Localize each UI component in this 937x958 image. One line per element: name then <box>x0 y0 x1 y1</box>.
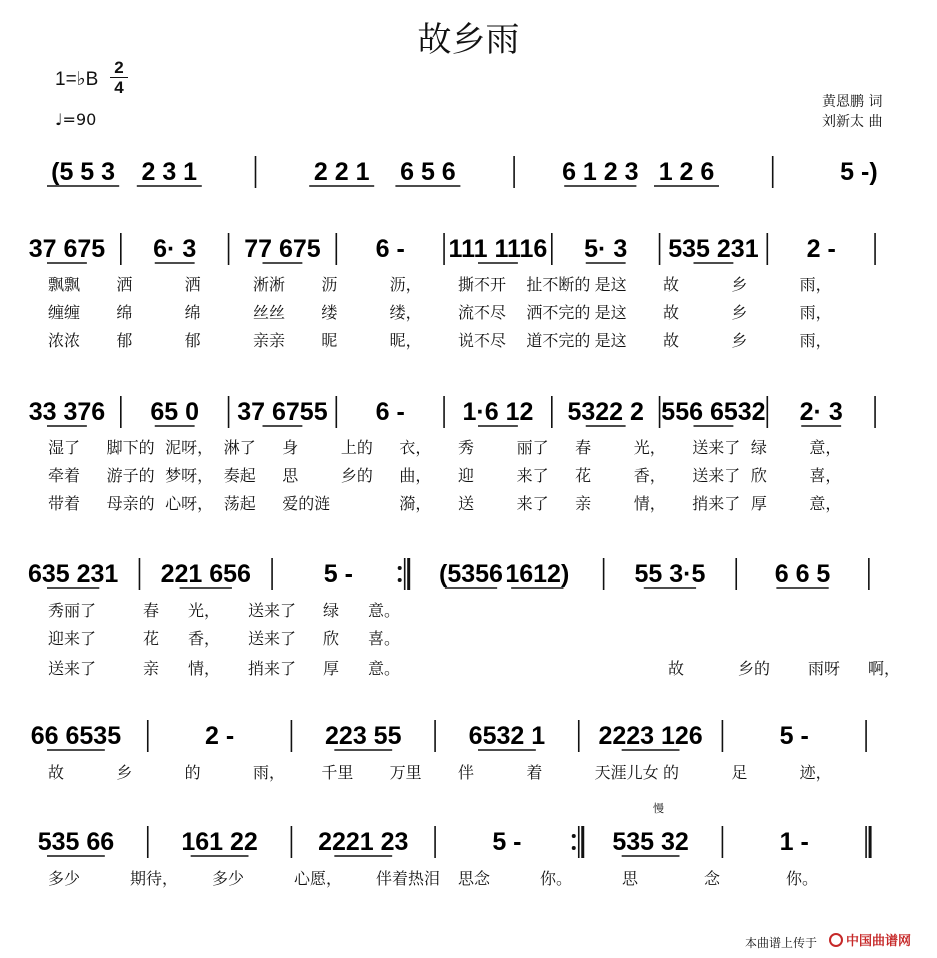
lyric-word: 意。 <box>368 659 401 678</box>
lyric-word: 洒 <box>184 275 201 294</box>
lyric-word: 香， <box>633 466 666 485</box>
lyric-word: 奏起 <box>223 466 256 485</box>
lyric-word: 泥呀， <box>165 438 214 457</box>
lyric-word: 绵 <box>184 303 201 322</box>
lyric-word: 湿了 <box>48 438 81 457</box>
tempo-marking: ♩=90 <box>55 110 97 129</box>
note-group: 2223 126 <box>598 722 703 750</box>
site-logo <box>828 931 918 949</box>
lyric-word: 欣 <box>323 629 340 648</box>
bar-line <box>398 558 409 590</box>
lyric-word: 万里 <box>389 763 422 782</box>
lyric-word: 意， <box>809 494 842 513</box>
lyric-word: 母亲的 <box>106 494 155 513</box>
note-group: 2 3 1 <box>141 158 198 186</box>
lyric-word: 期待， <box>130 869 179 888</box>
lyric-word: 飘飘 <box>48 275 81 294</box>
lyric-word: 扯不断的 <box>526 275 591 294</box>
lyric-word: 雨， <box>799 331 832 350</box>
lyric-word: 喜。 <box>368 629 401 648</box>
note-group: 2· 3 <box>799 398 843 426</box>
lyric-word: 着 <box>526 763 543 782</box>
score-title: 故乡雨 <box>417 20 520 60</box>
note-group: 223 55 <box>325 722 402 750</box>
lyric-word: 送来了 <box>692 466 741 485</box>
note-group: 221 656 <box>160 560 251 588</box>
lyric-word: 来了 <box>516 494 549 513</box>
key-signature: 1=♭B <box>55 69 99 90</box>
lyric-word: 足 <box>731 763 748 782</box>
lyric-word: 丽了 <box>516 438 549 457</box>
lyric-word: 身 <box>282 438 299 457</box>
lyric-word: 乡的 <box>340 466 373 485</box>
note-group: 6· 3 <box>153 235 197 263</box>
note-group: 5· 3 <box>584 235 628 263</box>
lyric-word: 意。 <box>368 601 401 620</box>
lyric-word: 淋了 <box>223 438 256 457</box>
note-group: 556 6532 <box>661 398 766 426</box>
lyric-word: 迎来了 <box>48 629 97 648</box>
lyric-word: 厚 <box>323 659 340 678</box>
lyric-word: 思 <box>622 869 639 888</box>
lyric-word: 带着 <box>48 494 81 513</box>
lyric-word: 洒不完的 <box>526 303 591 322</box>
note-group: 5 - <box>779 722 809 750</box>
lyric-word: 亲 <box>575 494 592 513</box>
lyric-word: 爱的涟 <box>282 494 331 513</box>
note-group: 55 3·5 <box>634 560 706 588</box>
lyric-word: 的 <box>184 763 201 782</box>
lyric-word: 伴着热泪 <box>376 869 441 888</box>
note-group: 37 6755 <box>237 398 328 426</box>
lyric-word: 送来了 <box>248 629 297 648</box>
lyric-word: 乡的 <box>738 659 771 678</box>
time-signature-top: 2 <box>114 58 124 77</box>
note-group: 5 -) <box>840 158 878 186</box>
lyric-word: 说不尽 <box>458 331 507 350</box>
staff-system-6 <box>37 818 902 866</box>
lyric-word: 脚下的 <box>106 438 155 457</box>
lyric-word: 多少 <box>48 869 81 888</box>
staff-system-1 <box>40 148 902 196</box>
lyric-word: 亲亲 <box>253 331 286 350</box>
lyric-word: 昵， <box>389 331 422 350</box>
lyric-word: 衣， <box>399 438 432 457</box>
upload-note: 本曲谱上传于 <box>745 936 818 950</box>
lyric-word: 乡 <box>731 303 748 322</box>
lyric-word: 伴 <box>458 763 475 782</box>
note-group: 6 - <box>375 235 405 263</box>
staff-system-4 <box>27 550 902 598</box>
note-group: 1·6 12 <box>462 398 534 426</box>
lyric-word: 千里 <box>321 763 354 782</box>
lyric-word: 曲， <box>399 466 432 485</box>
lyric-word: 昵 <box>321 331 338 350</box>
lyric-word: 雨呀 <box>808 659 841 678</box>
lyric-word: 洒 <box>116 275 133 294</box>
lyric-word: 心愿， <box>294 869 343 888</box>
note-group: 66 6535 <box>30 722 122 750</box>
lyric-word: 雨， <box>253 763 286 782</box>
lyric-word: 绵 <box>116 303 133 322</box>
lyric-word: 你。 <box>540 869 573 888</box>
lyric-word: 秀丽了 <box>48 601 97 620</box>
lyric-word: 情， <box>633 494 666 513</box>
note-group: 5322 2 <box>567 398 644 426</box>
lyric-word: 乡 <box>731 275 748 294</box>
lyric-word: 绿 <box>323 601 340 620</box>
note-group: 1612) <box>505 560 570 588</box>
lyric-word: 你。 <box>786 869 819 888</box>
lyric-word: 漪， <box>399 494 432 513</box>
lyric-word: 香， <box>188 629 221 648</box>
lyric-word: 情， <box>188 659 221 678</box>
lyric-word: 迎 <box>458 466 475 485</box>
time-signature <box>110 58 128 97</box>
lyric-word: 是这 <box>594 303 627 322</box>
lyric-word: 来了 <box>516 466 549 485</box>
lyric-word: 喜， <box>809 466 842 485</box>
lyric-word: 雨， <box>799 303 832 322</box>
lyric-word: 送来了 <box>48 659 97 678</box>
staff-system-3 <box>28 388 902 436</box>
note-group: 6532 1 <box>468 722 546 750</box>
note-group: 2221 23 <box>318 828 409 856</box>
note-group: 2 - <box>204 722 235 750</box>
lyricist-credit: 黄恩鹏 词 <box>822 94 883 110</box>
lyric-word: 捎来了 <box>248 659 297 678</box>
lyric-word: 故 <box>48 763 65 782</box>
note-group: 2 2 1 <box>313 158 370 186</box>
note-group: 6 1 2 3 <box>562 158 639 186</box>
lyric-word: 意， <box>809 438 842 457</box>
lyric-word: 浓浓 <box>48 331 81 350</box>
lyric-word: 是这 <box>594 331 627 350</box>
note-group: 77 675 <box>244 235 321 263</box>
composer-credit: 刘新太 曲 <box>822 114 883 130</box>
lyric-word: 光， <box>633 438 666 457</box>
bar-line <box>572 826 583 858</box>
lyric-word: 道不完的 <box>526 331 591 350</box>
lyric-word: 梦呀， <box>165 466 214 485</box>
lyric-word: 花 <box>143 629 160 648</box>
time-signature-bottom: 4 <box>114 78 124 97</box>
lyric-word: 思 <box>282 466 299 485</box>
note-group: 535 231 <box>668 235 759 263</box>
lyric-word: 沥， <box>389 275 422 294</box>
lyric-word: 牵着 <box>48 466 81 485</box>
staff-system-2 <box>28 225 902 273</box>
lyric-word: 乡 <box>116 763 133 782</box>
lyric-word: 迹， <box>799 763 832 782</box>
lyric-word: 郁 <box>184 331 201 350</box>
note-group: 6 6 5 <box>774 560 831 588</box>
lyric-word: 啊， <box>868 659 901 678</box>
lyric-word: 花 <box>575 466 592 485</box>
lyric-word: 撕不开 <box>458 275 507 294</box>
note-group: 5 - <box>492 828 522 856</box>
lyric-word: 故 <box>663 275 680 294</box>
note-group: (5356 <box>439 560 503 588</box>
lyric-word: 缕， <box>389 303 422 322</box>
lyric-word: 厚 <box>750 494 767 513</box>
lyric-word: 秀 <box>458 438 475 457</box>
lyric-word: 光， <box>188 601 221 620</box>
note-group: 6 - <box>375 398 405 426</box>
note-group: (5 5 3 <box>51 158 116 186</box>
lyric-word: 沥 <box>321 275 338 294</box>
lyric-word: 心呀， <box>165 494 214 513</box>
lyric-word: 思念 <box>458 869 491 888</box>
lyric-word: 欣 <box>750 466 767 485</box>
note-group: 6 5 6 <box>400 158 456 186</box>
lyric-word: 春 <box>575 438 592 457</box>
note-group: 33 376 <box>28 398 106 426</box>
note-group: 535 32 <box>612 828 689 856</box>
lyric-word: 郁 <box>116 331 133 350</box>
lyric-word: 亲 <box>143 659 160 678</box>
lyric-word: 故 <box>668 659 685 678</box>
lyric-word: 雨， <box>799 275 832 294</box>
lyric-word: 荡起 <box>223 494 256 513</box>
note-group: 65 0 <box>150 398 200 426</box>
lyric-word: 的 <box>663 763 680 782</box>
lyric-word: 送来了 <box>248 601 297 620</box>
lyric-word: 多少 <box>212 869 245 888</box>
lyric-word: 流不尽 <box>458 303 507 322</box>
lyric-word: 念 <box>704 869 721 888</box>
note-group: 111 1116 <box>448 235 548 263</box>
lyric-word: 乡 <box>731 331 748 350</box>
lyric-word: 捎来了 <box>692 494 741 513</box>
note-group: 635 231 <box>27 560 119 588</box>
staff-system-5 <box>30 712 902 760</box>
note-group: 5 - <box>323 560 353 588</box>
tempo-mark-slow: 慢 <box>653 802 664 815</box>
note-group: 161 22 <box>181 828 258 856</box>
lyric-word: 缠缠 <box>48 303 81 322</box>
lyric-word: 送来了 <box>692 438 741 457</box>
note-group: 1 - <box>779 828 809 856</box>
lyric-word: 天涯儿女 <box>594 763 659 782</box>
lyric-word: 绿 <box>750 438 767 457</box>
lyric-word: 故 <box>663 303 680 322</box>
lyric-word: 送 <box>458 494 475 513</box>
lyric-word: 上的 <box>340 438 373 457</box>
note-group: 37 675 <box>28 235 106 263</box>
note-group: 535 66 <box>37 828 115 856</box>
credits <box>822 92 882 132</box>
logo-text: 中国曲谱网 <box>846 934 912 949</box>
note-group: 1 2 6 <box>658 158 715 186</box>
lyric-word: 丝丝 <box>253 303 286 322</box>
lyric-word: 故 <box>663 331 680 350</box>
lyric-word: 淅淅 <box>253 275 286 294</box>
lyric-word: 游子的 <box>106 466 155 485</box>
bar-line <box>866 826 870 858</box>
lyric-word: 春 <box>143 601 160 620</box>
note-group: 2 - <box>806 235 836 263</box>
lyric-word: 缕 <box>321 303 338 322</box>
lyric-word: 是这 <box>594 275 627 294</box>
